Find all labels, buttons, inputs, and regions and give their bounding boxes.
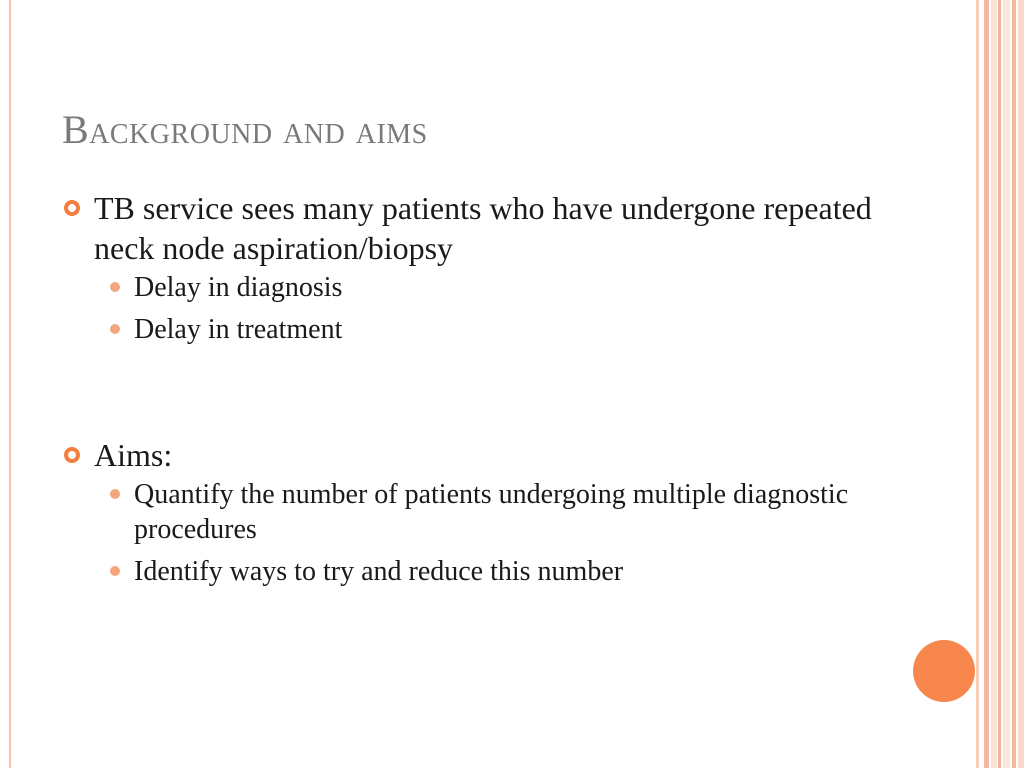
decorative-circle [913,640,975,702]
slide-content [62,188,922,596]
sub-bullet-list [62,270,922,347]
sub-bullet-item [62,270,922,305]
ring-bullet-icon [64,447,80,463]
sub-bullet-text: Delay in treatment [134,314,343,345]
right-stripe [976,0,979,768]
sub-bullet-text: Identify ways to try and reduce this number [134,556,624,587]
right-stripe [1003,0,1010,768]
bullet-item [62,435,922,475]
right-stripe [998,0,1001,768]
sub-bullet-text: Delay in diagnosis [134,272,343,303]
ring-bullet-icon [64,200,80,216]
left-border-line [9,0,11,768]
dot-bullet-icon [110,566,120,576]
bullet-item [62,188,922,268]
dot-bullet-icon [110,324,120,334]
slide-title: Background and aims [62,107,428,152]
bullet-group-background [62,188,922,347]
right-stripe [1018,0,1024,768]
sub-bullet-list [62,477,922,589]
sub-bullet-text: Quantify the number of patients undergoing multiple diagnostic procedures [134,479,849,545]
sub-bullet-item [62,554,922,589]
right-stripe [991,0,997,768]
bullet-text: TB service sees many patients who have undergone repeated neck node aspiration/biopsy [94,190,872,266]
right-stripe [984,0,989,768]
sub-bullet-item [62,477,922,547]
bullet-text: Aims: [94,437,173,473]
dot-bullet-icon [110,282,120,292]
sub-bullet-item [62,312,922,347]
bullet-group-aims [62,435,922,589]
dot-bullet-icon [110,489,120,499]
right-stripe [1012,0,1016,768]
